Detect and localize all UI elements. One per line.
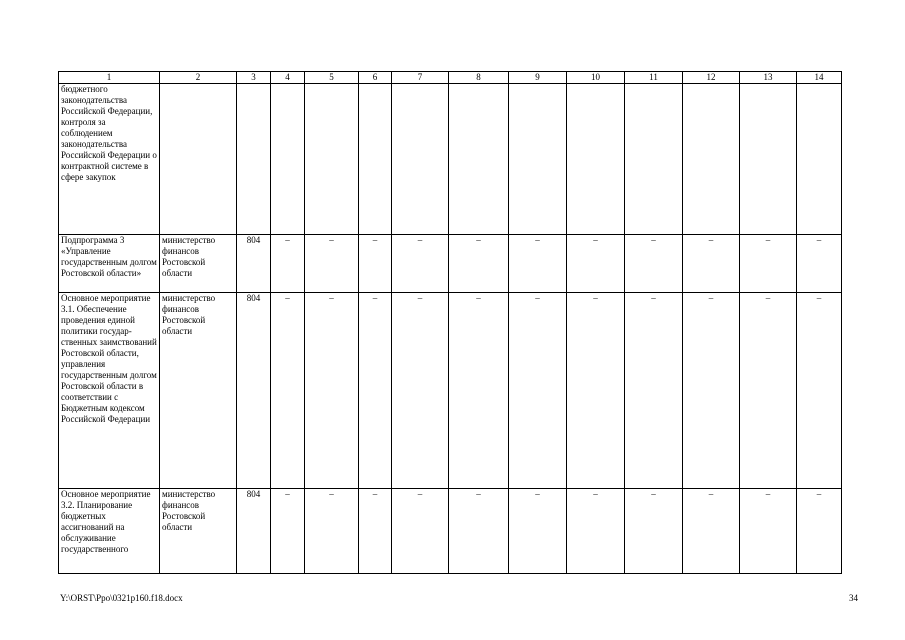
code-cell: 804 [237, 235, 271, 293]
program-name-cell: Основное мероприятие 3.1. Обеспечение проведения единой политики государственных заимствований Ростовской области, управления государственным долгом Ростовской области в соответствии с Бюджетным кодексом Российской Федерации [59, 293, 160, 489]
column-number: 12 [683, 72, 740, 84]
table-row [59, 235, 842, 293]
column-number-row [59, 72, 842, 84]
value-cell: – [392, 293, 449, 489]
value-cell: – [392, 489, 449, 574]
value-cell: – [359, 235, 392, 293]
value-cell [625, 84, 683, 235]
value-cell: – [305, 235, 359, 293]
value-cell: – [509, 235, 567, 293]
document-path: Y:\ORST\Ppo\0321p160.f18.docx [60, 593, 183, 603]
value-cell: – [305, 293, 359, 489]
executor-cell: министерство финансов Ростовской области [160, 293, 237, 489]
column-number: 10 [567, 72, 625, 84]
executor-cell [160, 84, 237, 235]
program-name-cell: бюджетного законодательства Российской Федерации, контроля за соблюдением законодательства Российской Федерации о контрактной системе в сфере закупок [59, 84, 160, 235]
value-cell: – [359, 489, 392, 574]
value-cell: – [359, 293, 392, 489]
value-cell: – [683, 293, 740, 489]
value-cell [449, 84, 509, 235]
value-cell: – [797, 489, 842, 574]
column-number: 3 [237, 72, 271, 84]
column-number: 4 [271, 72, 305, 84]
value-cell: – [449, 293, 509, 489]
column-number: 13 [740, 72, 797, 84]
value-cell [305, 84, 359, 235]
value-cell: – [625, 293, 683, 489]
value-cell [509, 84, 567, 235]
value-cell: – [625, 489, 683, 574]
value-cell: – [797, 235, 842, 293]
value-cell: – [625, 235, 683, 293]
column-number: 11 [625, 72, 683, 84]
value-cell: – [509, 293, 567, 489]
column-number: 8 [449, 72, 509, 84]
value-cell [359, 84, 392, 235]
value-cell: – [567, 489, 625, 574]
column-number: 9 [509, 72, 567, 84]
code-cell: 804 [237, 293, 271, 489]
value-cell: – [740, 293, 797, 489]
column-number: 6 [359, 72, 392, 84]
value-cell: – [683, 489, 740, 574]
value-cell [740, 84, 797, 235]
value-cell: – [271, 235, 305, 293]
value-cell [392, 84, 449, 235]
value-cell: – [567, 293, 625, 489]
budget-table [58, 71, 842, 574]
value-cell: – [271, 489, 305, 574]
value-cell: – [271, 293, 305, 489]
value-cell [683, 84, 740, 235]
table-row [59, 293, 842, 489]
code-cell: 804 [237, 489, 271, 574]
value-cell: – [449, 235, 509, 293]
value-cell: – [305, 489, 359, 574]
value-cell: – [740, 489, 797, 574]
code-cell [237, 84, 271, 235]
value-cell: – [740, 235, 797, 293]
value-cell [271, 84, 305, 235]
value-cell: – [392, 235, 449, 293]
value-cell: – [567, 235, 625, 293]
value-cell: – [449, 489, 509, 574]
value-cell: – [797, 293, 842, 489]
column-number: 14 [797, 72, 842, 84]
program-name-cell: Основное мероприятие 3.2. Планирование бюджетных ассигнований на обслуживание государственного [59, 489, 160, 574]
program-name-cell: Подпрограмма 3 «Управление государственным долгом Ростовской области» [59, 235, 160, 293]
executor-cell: министерство финансов Ростовской области [160, 489, 237, 574]
page-number: 34 [849, 593, 858, 603]
table-row [59, 489, 842, 574]
value-cell [797, 84, 842, 235]
value-cell [567, 84, 625, 235]
column-number: 1 [59, 72, 160, 84]
column-number: 7 [392, 72, 449, 84]
column-number: 5 [305, 72, 359, 84]
value-cell: – [683, 235, 740, 293]
column-number: 2 [160, 72, 237, 84]
table-row [59, 84, 842, 235]
executor-cell: министерство финансов Ростовской области [160, 235, 237, 293]
value-cell: – [509, 489, 567, 574]
